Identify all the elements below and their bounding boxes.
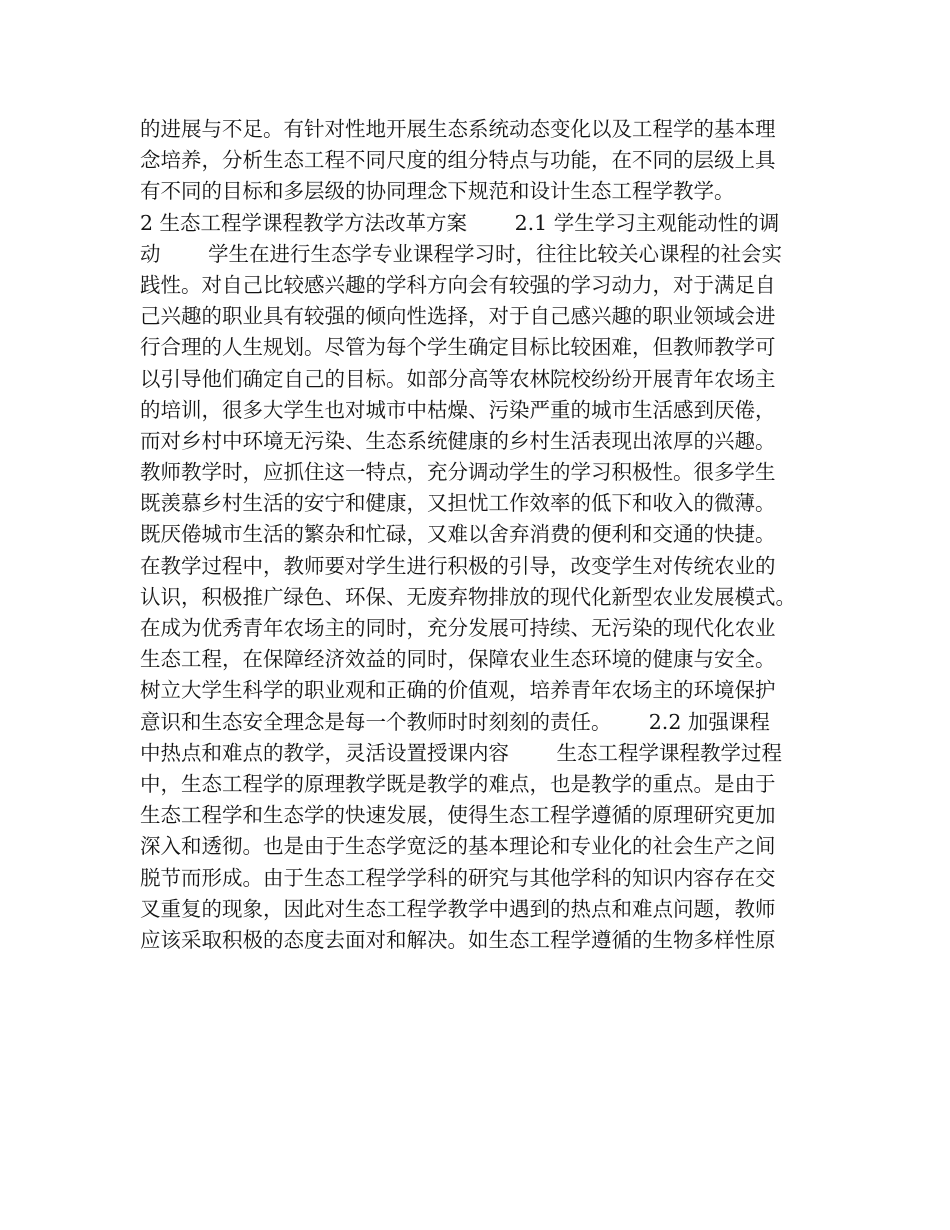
text-line: 认识，积极推广绿色、环保、无废弃物排放的现代化新型农业发展模式。 bbox=[140, 584, 796, 609]
text-line: 既羡慕乡村生活的安宁和健康，又担忧工作效率的低下和收入的微薄。 bbox=[140, 491, 776, 516]
text-line: 树立大学生科学的职业观和正确的价值观，培养青年农场主的环境保护 bbox=[140, 678, 776, 703]
text-line: 中，生态工程学的原理教学既是教学的难点，也是教学的重点。是由于 bbox=[140, 771, 776, 796]
text-line: 既厌倦城市生活的繁杂和忙碌，又难以舍弃消费的便利和交通的快捷。 bbox=[140, 522, 776, 547]
text-line: 生态工程学和生态学的快速发展，使得生态工程学遵循的原理研究更加 bbox=[140, 803, 776, 828]
text-line: 的进展与不足。有针对性地开展生态系统动态变化以及工程学的基本理 bbox=[140, 117, 776, 141]
text-line: 念培养，分析生态工程不同尺度的组分特点与功能，在不同的层级上具 bbox=[140, 148, 776, 173]
text-line: 深入和透彻。也是由于生态学宽泛的基本理论和专业化的社会生产之间 bbox=[140, 834, 776, 859]
text-line: 叉重复的现象，因此对生态工程学教学中遇到的热点和难点问题，教师 bbox=[140, 896, 776, 921]
text-line: 意识和生态安全理念是每一个教师时时刻刻的责任。 2.2 加强课程 bbox=[140, 709, 770, 734]
text-line: 而对乡村中环境无污染、生态系统健康的乡村生活表现出浓厚的兴趣。 bbox=[140, 428, 776, 453]
text-line: 以引导他们确定自己的目标。如部分高等农林院校纷纷开展青年农场主 bbox=[140, 366, 776, 391]
text-line: 的培训，很多大学生也对城市中枯燥、污染严重的城市生活感到厌倦， bbox=[140, 397, 776, 422]
text-line: 践性。对自己比较感兴趣的学科方向会有较强的学习动力，对于满足自 bbox=[140, 272, 776, 297]
text-line: 有不同的目标和多层级的协同理念下规范和设计生态工程学教学。 bbox=[140, 179, 735, 204]
text-line: 行合理的人生规划。尽管为每个学生确定目标比较困难，但教师教学可 bbox=[140, 335, 776, 360]
text-line: 应该采取积极的态度去面对和解决。如生态工程学遵循的生物多样性原 bbox=[140, 927, 776, 952]
text-line: 在教学过程中，教师要对学生进行积极的引导，改变学生对传统农业的 bbox=[140, 553, 776, 578]
text-line: 动 学生在进行生态学专业课程学习时，往往比较关心课程的社会实 bbox=[140, 241, 783, 266]
text-line: 中热点和难点的教学，灵活设置授课内容 生态工程学课程教学过程 bbox=[140, 740, 783, 765]
text-line: 教师教学时，应抓住这一特点，充分调动学生的学习积极性。很多学生 bbox=[140, 460, 776, 485]
text-line: 2 生态工程学课程教学方法改革方案 2.1 学生学习主观能动性的调 bbox=[140, 210, 780, 235]
text-line: 脱节而形成。由于生态工程学学科的研究与其他学科的知识内容存在交 bbox=[140, 865, 776, 890]
text-line: 己兴趣的职业具有较强的倾向性选择，对于自己感兴趣的职业领域会进 bbox=[140, 304, 776, 329]
body-text bbox=[140, 114, 830, 956]
text-line: 生态工程，在保障经济效益的同时，保障农业生态环境的健康与安全。 bbox=[140, 647, 776, 672]
text-line: 在成为优秀青年农场主的同时，充分发展可持续、无污染的现代化农业 bbox=[140, 616, 776, 640]
